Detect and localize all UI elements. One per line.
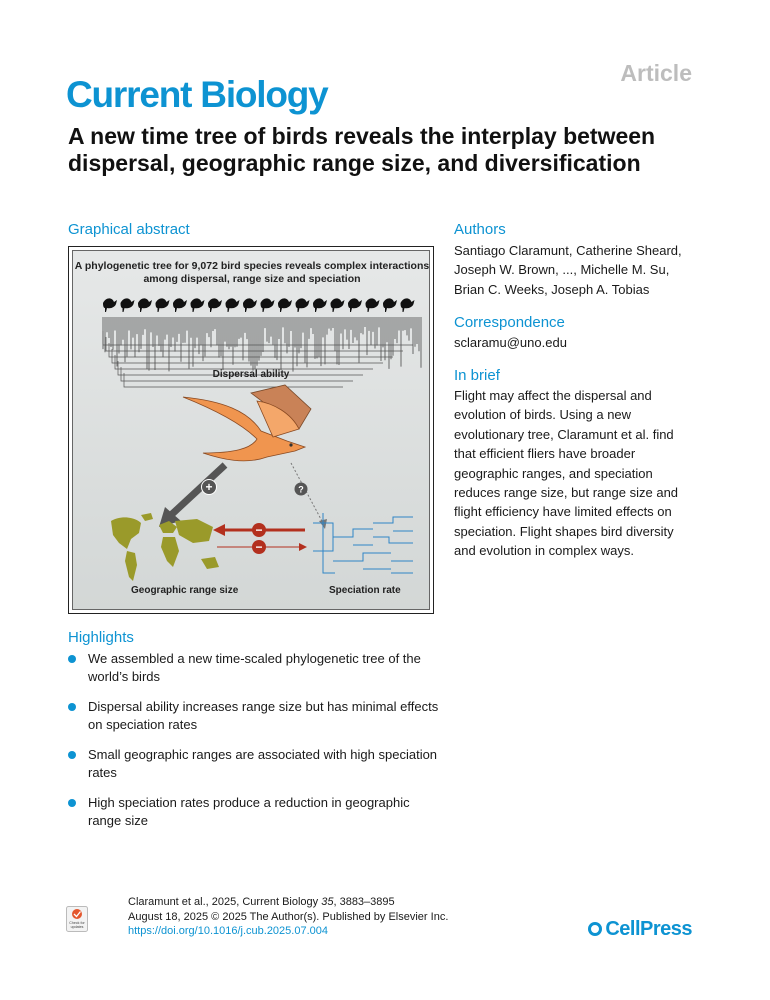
in-brief-line: Flight may affect the dispersal and [454,388,652,403]
bird-silhouette-icon [278,298,292,312]
in-brief-line: that efficient fliers have broader [454,446,636,462]
bird-silhouette-icon [243,298,257,312]
bird-silhouette-icon [296,298,310,312]
in-brief-line: and evolution in complex ways. [454,543,634,559]
minus-sign-lower: − [255,540,263,554]
dispersal-ability-label: Dispersal ability [212,369,290,380]
citation-block [128,895,448,939]
graphical-abstract-figure [73,251,430,610]
bird-silhouette-icon [261,298,275,312]
graphical-abstract [68,246,434,614]
correspondence-email[interactable]: sclaramu@uno.edu [454,335,567,350]
graphical-abstract-panel [72,250,430,610]
article-title: A new time tree of birds reveals the interplay between dispersal, geographic range size, and diversification [68,123,656,176]
in-brief-line: reduces range size, but range size and [454,485,679,501]
world-map-graphic [111,513,219,581]
tree-branch [106,337,403,351]
bird-silhouette-icon [383,298,397,312]
bird-silhouette-icon [138,298,152,312]
highlight-item: High speciation rates produce a reduction in geographic range size [68,794,448,830]
highlight-item: Dispersal ability increases range size but has minimal effects on speciation rates [68,698,448,734]
article-type-label: Article [620,60,692,86]
bird-silhouette-icon [401,298,415,312]
bullet-icon [68,655,76,663]
question-sign: ? [298,484,304,495]
svg-text:Check for: Check for [69,921,85,925]
copyright-line: August 18, 2025 © 2025 The Author(s). Published by Elsevier Inc. [128,910,449,923]
plus-sign: + [205,480,213,494]
bird-silhouette-icon [156,298,170,312]
bird-silhouette-icon [191,298,205,312]
in-brief-line: flight efficiency have limited effects on [454,504,672,520]
authors-heading: Authors [454,221,506,238]
authors-line: Brian C. Weeks, Joseph A. Tobias [454,281,650,297]
speciation-rate-label: Speciation rate [329,585,401,596]
graphical-abstract-heading: Graphical abstract [68,221,190,238]
in-brief-heading: In brief [454,367,500,384]
bullet-icon [68,799,76,807]
flying-bird-icon [183,385,311,461]
cellpress-logo-icon [588,922,602,936]
bird-silhouettes [103,298,415,312]
speciation-tree-branch [373,517,413,523]
bullet-icon [68,751,76,759]
citation-line: Claramunt et al., 2025, Current Biology 35, 3883–3895 [128,896,395,908]
bird-silhouette-icon [226,298,240,312]
in-brief-line: speciation. Flight shapes bird diversity [454,523,674,539]
in-brief-line: evolutionary tree, Claramunt et al. find [454,426,674,442]
journal-logo[interactable]: Current Biology [66,74,328,115]
authors-list [454,241,682,299]
abstract-caption-line-2: among dispersal, range size and speciation [143,273,361,285]
bird-silhouette-icon [173,298,187,312]
highlights-list [68,650,448,842]
svg-text:updates: updates [70,925,84,929]
speciation-tree-branch [333,529,373,537]
in-brief-line: evolution of birds. Using a new [454,407,632,423]
bird-silhouette-icon [208,298,222,312]
in-brief-text [454,386,678,561]
highlight-item: Small geographic ranges are associated with high speciation rates [68,746,448,782]
doi-link[interactable]: https://doi.org/10.1016/j.cub.2025.07.004 [128,925,328,937]
geographic-range-label: Geographic range size [131,585,239,596]
highlight-item: We assembled a new time-scaled phylogenetic tree of the world’s birds [68,650,448,686]
in-brief-line: geographic ranges, and speciation [454,465,653,481]
bird-silhouette-icon [348,298,362,312]
bird-silhouette-icon [103,298,117,312]
bullet-icon [68,703,76,711]
speciation-tree-branch [373,537,413,543]
tree-branch [103,331,413,345]
bird-silhouette-icon [331,298,345,312]
correspondence-heading: Correspondence [454,314,565,331]
minus-sign-upper: − [255,523,263,537]
authors-line: Joseph W. Brown, ..., Michelle M. Su, [454,262,670,278]
bird-silhouette-icon [121,298,135,312]
cellpress-logo[interactable]: CellPress [588,918,692,941]
bird-silhouette-icon [313,298,327,312]
highlights-heading: Highlights [68,629,134,646]
speciation-tree-branch [333,553,391,561]
check-for-updates-icon[interactable] [66,906,88,932]
speciation-tree-graphic [313,513,413,573]
authors-line: Santiago Claramunt, Catherine Sheard, [454,243,682,258]
bird-silhouette-icon [366,298,380,312]
abstract-caption-line-1: A phylogenetic tree for 9,072 bird species reveals complex interactions [74,260,430,272]
